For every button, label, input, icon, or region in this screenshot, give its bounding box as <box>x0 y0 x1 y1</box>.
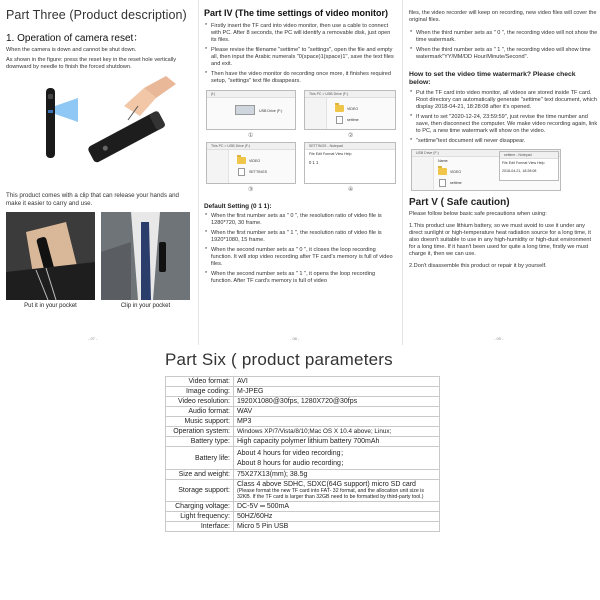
folder-label: VIDEO <box>347 107 359 111</box>
instruction-item: * Then have the video monitor do recording once more, it finishes required setup, "settings" text file disappears. <box>204 71 396 85</box>
parameters-table <box>165 376 440 532</box>
param-key: Audio format: <box>166 407 234 417</box>
table-row <box>166 397 440 407</box>
param-value: High capacity polymer lithium battery 700mAh <box>234 437 440 447</box>
param-value-line: Class 4 above SDHC, SDXC(64G support) micro SD card <box>237 481 416 488</box>
product-parameters-section <box>165 350 440 532</box>
file-label: SETTINGS <box>249 170 267 174</box>
manual-page-product-description <box>0 0 196 345</box>
table-row <box>166 377 440 387</box>
manual-page-time-settings <box>200 0 400 345</box>
param-key: Battery type: <box>166 437 234 447</box>
drive-icon <box>235 105 255 115</box>
section-heading: 1. Operation of camera reset： <box>6 33 144 44</box>
param-note: (Please format the new TF card into FAT- 32 format, and the allocation unit size is 32KB. If the TF card is larger than 32GB need to be formatted by third-party tool.) <box>237 488 424 501</box>
notepad-content: 0 1 1 <box>309 160 319 165</box>
table-row <box>166 437 440 447</box>
camera-reset-illustration <box>6 76 190 186</box>
page-divider <box>198 0 199 345</box>
step-marker: ① <box>248 133 254 139</box>
param-key: Image coding: <box>166 387 234 397</box>
reset-text-line1: When the camera is down and cannot be shut down. <box>6 47 137 53</box>
clip-photo <box>101 212 190 300</box>
instruction-item: * Please revise the filename "settime" to "settings", open the file and empty all, then input the Arabic numerals "0(space)1(space)1", save the text files and exit. <box>204 47 396 68</box>
instruction-item: * Firstly insert the TF card into video monitor, then use a cable to connect with PC. After 8 seconds, the PC will identify a removable disk, just open its files. <box>204 23 396 44</box>
param-value: Micro 5 Pin USB <box>234 522 440 532</box>
notepad-window <box>499 151 559 181</box>
param-value: M-JPEG <box>234 387 440 397</box>
screenshot-notepad <box>304 142 396 184</box>
page-title: Part Three (Product description) <box>6 8 187 22</box>
table-row <box>166 417 440 427</box>
folder-icon <box>237 157 246 164</box>
notepad-menu: File Edit Format View Help <box>309 152 352 156</box>
caption-pocket: Put it in your pocket <box>24 302 77 309</box>
notepad-title: settime - Notepad <box>500 152 558 159</box>
step-marker: ④ <box>348 187 354 193</box>
safe-caution-title: Part V ( Safe caution) <box>409 197 510 208</box>
param-value: 1920X1080@30fps, 1280X720@30fps <box>234 397 440 407</box>
table-row <box>166 427 440 437</box>
notepad-content: 2018-04-21, 18:28:08 <box>502 169 537 173</box>
param-value <box>234 447 440 470</box>
manual-page-watermark <box>405 0 600 345</box>
default-item: * When the first number sets as " 1 ", the resolution ratio of video file is 1920*1080, 15 frame. <box>204 230 396 244</box>
param-value: Windows XP/7/Vista/8/10;Mac OS X 10.4 above; Linux; <box>234 427 440 437</box>
screenshot-grid <box>204 90 396 195</box>
table-row <box>166 407 440 417</box>
param-key: Storage support: <box>166 480 234 502</box>
table-row <box>166 480 440 502</box>
param-value-line: About 8 hours for audio recording； <box>237 460 348 467</box>
table-row <box>166 502 440 512</box>
screenshot-files <box>304 90 396 130</box>
caution-item: 2.Don't disassemble this product or repair it by yourself. <box>409 263 547 269</box>
table-row <box>166 447 440 470</box>
page-number: - 08 - <box>290 336 300 341</box>
param-key: Battery life: <box>166 447 234 470</box>
file-icon <box>439 179 446 187</box>
param-value: AVI <box>234 377 440 387</box>
settime-screenshot <box>409 149 598 193</box>
param-value: MP3 <box>234 417 440 427</box>
param-value: 75X27X13(mm); 38.5g <box>234 470 440 480</box>
param-value: DC-5V ═ 500mA <box>234 502 440 512</box>
continued-text: files, the video recorder will keep on recording, new video files will cover the original files. <box>409 10 597 23</box>
section-title: Part Six ( product parameters <box>165 350 393 369</box>
step-marker: ② <box>348 133 354 139</box>
param-key: Interface: <box>166 522 234 532</box>
default-item: * When the first number sets as " 0 ", the resolution ratio of video file is 1280*720, 30 frame. <box>204 213 396 227</box>
safe-caution-intro: Please follow below basic safe precautions when using: <box>409 211 547 217</box>
table-row <box>166 512 440 522</box>
clip-photos <box>6 212 190 300</box>
param-key: Charging voltage: <box>166 502 234 512</box>
param-value-line: About 4 hours for video recording； <box>237 450 348 457</box>
page-number: - 07 - <box>88 336 98 341</box>
param-key: Video format: <box>166 377 234 387</box>
caption-clip: Clip in your pocket <box>120 302 171 309</box>
watermark-item: * If want to set "2020-12-24, 23:59:59", just revise the time number and save, then disconnect the computer. We make video recording again, link to PC, a new time watermark will show on the video. <box>409 114 598 135</box>
path-bar: This PC > USB Drive (F:) <box>305 91 395 98</box>
param-key: Size and weight: <box>166 470 234 480</box>
param-value: WAV <box>234 407 440 417</box>
page-title: Part IV (The time settings of video monitor) <box>204 8 389 18</box>
page-divider <box>402 0 403 345</box>
default-item: * When the second number sets as " 1 ", it opens the loop recording function. After TF card's memory is full of video <box>204 271 396 285</box>
reset-text-line2: As shown in the figure: press the reset key in the reset hole vertically downward by needle to finish the forced shutdown. <box>6 56 177 71</box>
name-column: Name <box>438 159 448 163</box>
screenshot-usb-drive <box>206 90 296 130</box>
param-value <box>234 480 440 502</box>
param-key: Light frequency: <box>166 512 234 522</box>
file-icon <box>336 116 343 124</box>
instruction-item: * When the third number sets as " 0 ", the recording video will not show the time watermark. <box>409 30 598 44</box>
path-bar: This PC > USB Drive (F:) <box>207 143 295 150</box>
param-key: Operation system: <box>166 427 234 437</box>
window-title: (f:) <box>207 91 295 98</box>
watermark-item: * "settime"text document will never disappear. <box>409 138 598 145</box>
file-label: settime <box>450 181 462 185</box>
watermark-heading: How to set the video time watermark? Please check below: <box>409 71 576 86</box>
caution-item: 1.This product use lithium battery, so we must avoid to use it under any direct sunlight or high-temperature heat radiation source for a long time, it also doesn't suitable to use in any high-humidity or high-dust environment for a long time. If it hasn't been used for quite a long time, firstly we must charge it, then we can use. <box>409 223 592 257</box>
step-marker: ③ <box>248 187 254 193</box>
clip-text: This product comes with a clip that can release your hands and make it easier to carry and use. <box>6 191 179 208</box>
screenshot-renamed <box>206 142 296 184</box>
folder-icon <box>438 168 447 175</box>
folder-icon <box>335 105 344 112</box>
watermark-item: * Put the TF card into video monitor, all videos are stored inside TF card. Root directory can automatically generate "settime" text document, which display 2018-04-21, 18:28:08 after it's opened. <box>409 90 598 111</box>
drive-label: USB Drive (F:) <box>259 109 283 113</box>
folder-label: VIDEO <box>249 159 261 163</box>
folder-label: VIDEO <box>450 170 462 174</box>
table-row <box>166 387 440 397</box>
drive-label: USB Drive (F:) <box>412 150 560 157</box>
page-number: - 09 - <box>494 336 504 341</box>
notepad-menu: File Edit Format View Help <box>502 161 545 165</box>
param-value: 50HZ/60Hz <box>234 512 440 522</box>
file-label: settime <box>347 118 359 122</box>
table-row <box>166 522 440 532</box>
file-icon <box>238 168 245 176</box>
notepad-title: SETTINGS - Notepad <box>305 143 395 150</box>
camera-pen-image <box>6 76 190 186</box>
default-setting-heading: Default Setting (0 1 1): <box>204 203 272 210</box>
default-item: * When the second number sets as " 0 ", it closes the loop recording function. It will stop video recording after TF card's memory is full of video files. <box>204 247 396 268</box>
param-key: Video resolution: <box>166 397 234 407</box>
table-row <box>166 470 440 480</box>
instruction-item: * When the third number sets as " 1 ", the recording video will show time watermark"YY/MM/DD Hour/Minute/Second". <box>409 47 598 61</box>
pocket-photo <box>6 212 95 300</box>
param-key: Music support: <box>166 417 234 427</box>
